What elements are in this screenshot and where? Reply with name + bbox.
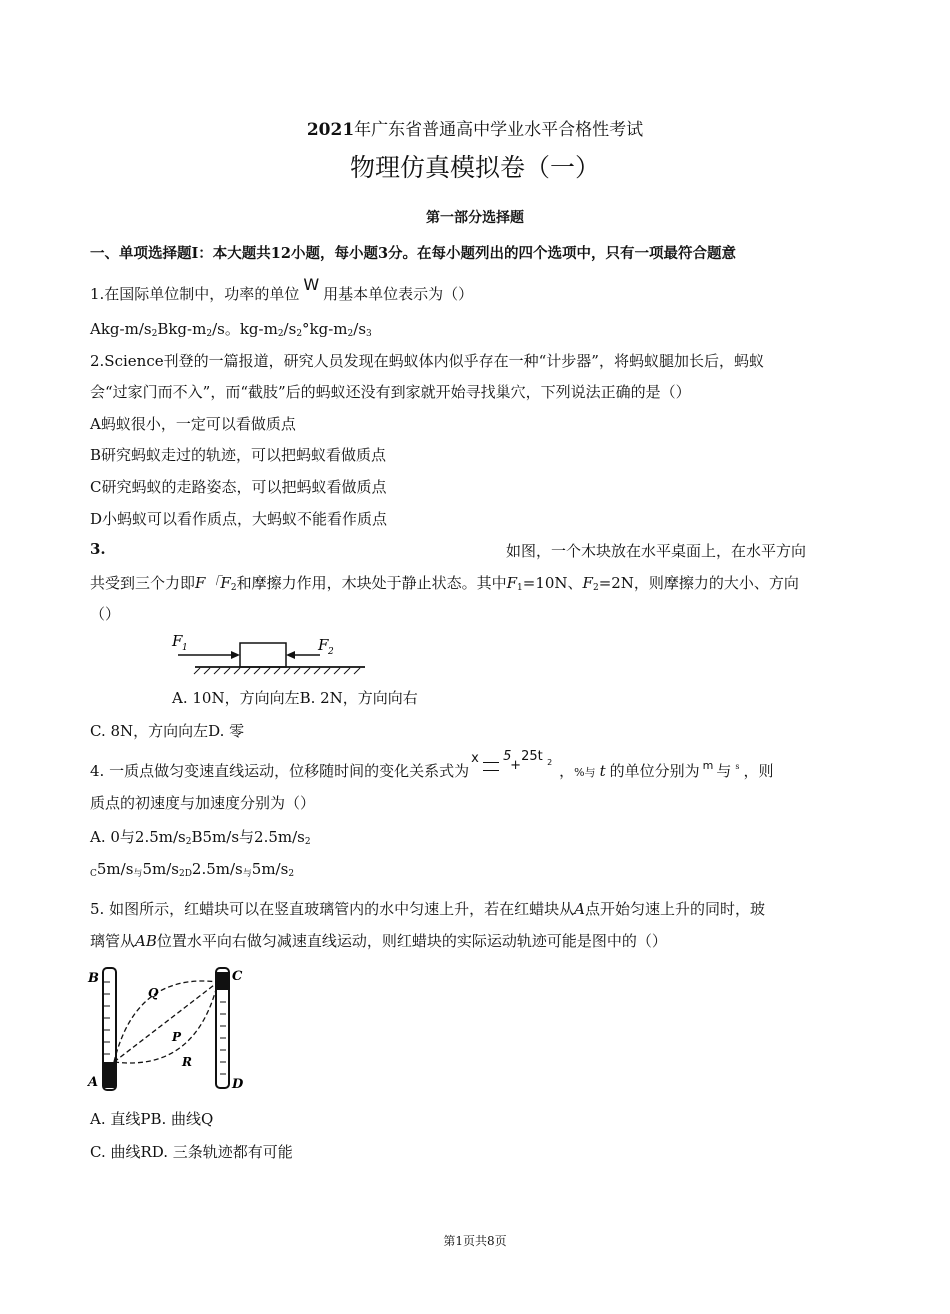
part-heading: 第一部分选择题 — [426, 210, 524, 226]
q4-unit-s: s — [735, 762, 740, 771]
label-b: B — [88, 971, 99, 986]
q4-opt-sub: C — [90, 869, 97, 879]
exam-title — [0, 115, 950, 140]
formula-x: x — [471, 751, 479, 766]
q4-unit-m: m — [702, 759, 714, 772]
q1-stem — [90, 275, 474, 304]
q4-options-cd — [90, 860, 294, 879]
q4-text: ，则 — [743, 762, 774, 780]
page-number: 第1页共8页 — [443, 1234, 507, 1248]
right-tube-top — [217, 972, 228, 990]
q4-text: 与 — [716, 762, 732, 780]
q4-opt-sub: 与 — [133, 869, 143, 879]
q3-options-cd: C. 8N，方向向左D. 零 — [90, 722, 245, 740]
q1-opt-sub: 2 — [206, 329, 213, 339]
q1-opt-sub: 3 — [366, 329, 372, 339]
q1-opt-sub: 2 — [296, 329, 303, 339]
q2-stem-line2: 会“过家门而不入”，而“截肢”后的蚂蚁还没有到家就开始寻找巢穴，下列说法正确的是（） — [90, 383, 691, 401]
q3-options-ab: A. 10N，方向向左B. 2N，方向向右 — [172, 689, 418, 707]
q4-opt-sub: 与 — [242, 869, 252, 879]
fig-label-f1-sub: 1 — [182, 643, 188, 653]
q4-formula — [469, 749, 559, 780]
wood-block — [240, 643, 286, 667]
q4-text: ， — [559, 762, 575, 780]
label-c: C — [232, 969, 243, 984]
q3-sub: 2 — [230, 583, 237, 593]
q5-options-ab: A. 直线PB. 曲线Q — [90, 1110, 214, 1128]
q5-stem-line1 — [90, 898, 765, 919]
q1-stem-a: 1.在国际单位制中，功率的单位 — [90, 285, 300, 303]
wax-block — [104, 1062, 115, 1088]
q1-stem-b: 用基本单位表示为（） — [323, 285, 474, 303]
q4-t: t — [599, 762, 606, 780]
q1-options — [90, 318, 372, 339]
q3-block-figure — [160, 628, 375, 676]
fig-label-f1: F — [172, 632, 183, 650]
q3-number: 3. — [90, 540, 106, 558]
label-a: A — [88, 1075, 99, 1090]
q5-text: 5. 如图所示，红蜡块可以在竖直玻璃管内的水中匀速上升，若在红蜡块从 — [90, 900, 575, 918]
fig-label-f2: F — [318, 636, 329, 654]
formula-equals — [483, 762, 499, 771]
q4-options-ab — [90, 826, 311, 847]
q2-option-a: A蚂蚁很小，一定可以看做质点 — [90, 415, 296, 433]
q2-stem-line1: 2.Science刊登的一篇报道，研究人员发现在蚂蚁体内似乎存在一种“计步器”，将蚂蚁腿加长后，蚂蚁 — [90, 352, 764, 370]
q5-options-cd: C. 曲线RD. 三条轨迹都有可能 — [90, 1143, 293, 1161]
q4-text: 4. 一质点做匀变速直线运动，位移随时间的变化关系式为 — [90, 762, 470, 780]
q1-opt-text: Akg-m/s — [90, 320, 152, 338]
q3-f1: F — [506, 574, 518, 592]
q4-text: %与 — [574, 766, 596, 779]
q4-opt-text: A. 0与2.5m/s — [90, 828, 186, 846]
q1-unit: W — [303, 275, 320, 294]
q3-text: 共受到三个力即 — [90, 574, 196, 592]
q2-option-c: C研究蚂蚁的走路姿态，可以把蚂蚁看做质点 — [90, 478, 387, 496]
q3-text: =2N，则摩擦力的大小、方向 — [598, 574, 799, 592]
f2-arrowhead — [286, 651, 295, 659]
q3-stem-line2 — [90, 572, 799, 593]
exam-year: 2021 — [306, 120, 355, 140]
q3-sub: 1 — [517, 583, 523, 593]
q5-tube-figure — [86, 962, 256, 1098]
q1-opt-text: /s — [353, 320, 367, 338]
q2-option-d: D小蚂蚁可以看作质点，大蚂蚁不能看作质点 — [90, 510, 388, 528]
label-r: R — [182, 1055, 192, 1069]
q4-stem-line1 — [90, 749, 774, 781]
q4-opt-text: B5m/s与2.5m/s — [191, 828, 305, 846]
q4-text: 的单位分别为 — [609, 762, 700, 780]
q5-position-ab: AB — [135, 932, 157, 950]
q4-opt-text: 5m/s — [142, 860, 179, 878]
q4-opt-text: 2.5m/s — [191, 860, 243, 878]
surface-hatching — [194, 668, 360, 674]
q4-opt-sub: 2 — [288, 869, 295, 879]
q1-opt-sub: 2 — [277, 329, 284, 339]
q5-point-a: A — [574, 900, 585, 918]
q3-f2: F — [582, 574, 593, 592]
formula-exp: 2 — [547, 758, 553, 767]
q4-opt-sub: 2 — [304, 837, 311, 847]
formula-plus: + — [510, 758, 521, 773]
q3-stem-line3: （） — [90, 605, 121, 623]
q5-text: 点开始匀速上升的同时，玻 — [584, 900, 765, 918]
label-q: Q — [148, 986, 159, 1000]
q1-opt-text: /s — [283, 320, 297, 338]
label-p: P — [172, 1030, 182, 1044]
q5-text: 璃管从 — [90, 932, 136, 950]
q1-opt-text: °kg-m — [302, 320, 348, 338]
q1-opt-text: Bkg-m — [157, 320, 207, 338]
q3-text: =10N、 — [522, 574, 583, 592]
q4-stem-line2: 质点的初速度与加速度分别为（） — [90, 794, 316, 812]
formula-5: 5 — [503, 749, 512, 764]
q5-text: 位置水平向右做匀减速直线运动，则红蜡块的实际运动轨迹可能是图中的（） — [156, 932, 667, 950]
q4-opt-text: 5m/s — [251, 860, 289, 878]
exam-title-text: 年广东省普通高中学业水平合格性考试 — [354, 120, 644, 140]
q5-stem-line2 — [90, 930, 667, 951]
q4-opt-text: 5m/s — [96, 860, 134, 878]
q4-opt-sub: D — [184, 869, 192, 879]
q1-opt-text: /s。kg-m — [212, 320, 278, 338]
q3-sub: 2 — [592, 583, 599, 593]
formula-25t: 25t — [521, 749, 543, 764]
q4-opt-sub: 2 — [178, 869, 185, 879]
f1-arrowhead — [231, 651, 240, 659]
q2-option-b: B研究蚂蚁走过的轨迹，可以把蚂蚁看做质点 — [90, 446, 387, 464]
q3-text: 和摩擦力作用，木块处于静止状态。其中 — [236, 574, 507, 592]
q3-stem-line1: 如图，一个木块放在水平桌面上，在水平方向 — [506, 542, 807, 560]
fig-label-f2-sub: 2 — [328, 647, 334, 657]
q1-opt-sub: 2 — [151, 329, 158, 339]
q4-opt-sub: 2 — [185, 837, 192, 847]
q1-opt-sub: 2 — [347, 329, 354, 339]
paper-title: 物理仿真模拟卷（一） — [349, 153, 600, 182]
label-d: D — [232, 1077, 244, 1092]
section-heading: 一、单项选择题Ⅰ：本大题共12小题，每小题3分。在每小题列出的四个选项中，只有一项最符合题意 — [90, 245, 737, 262]
q3-forces: F「F — [195, 574, 231, 592]
